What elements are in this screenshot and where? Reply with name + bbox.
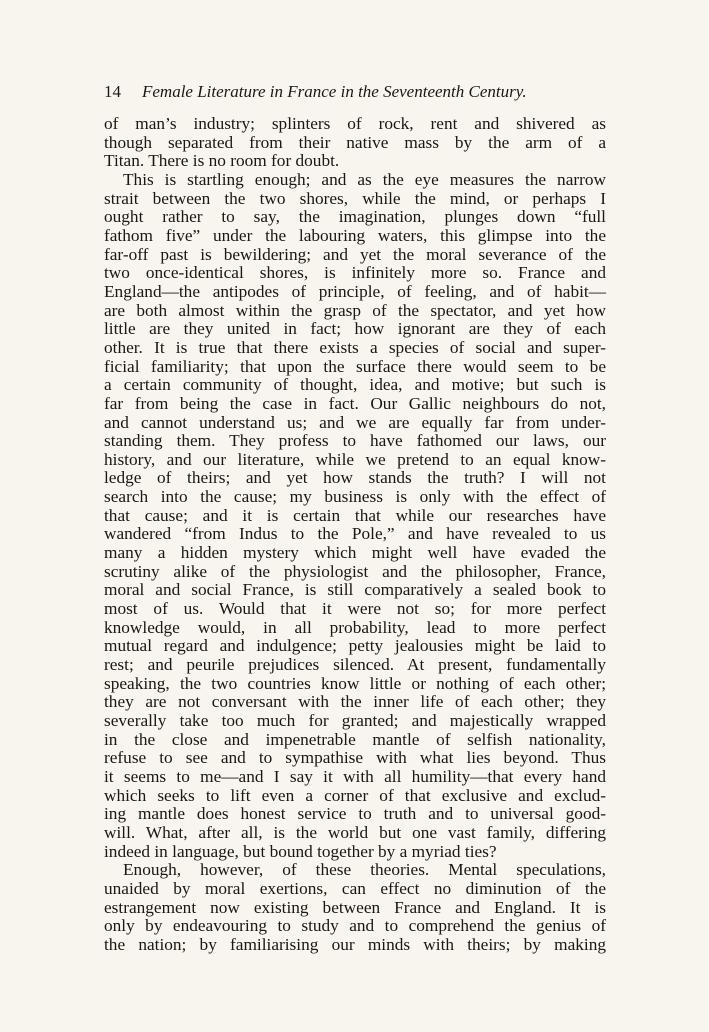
text-line: will. What, after all, is the world but one vast family, differing	[104, 822, 606, 842]
text-line: far from being the case in fact. Our Gallic neighbours do not,	[104, 393, 606, 413]
text-line: little are they united in fact; how ignorant are they of each	[104, 319, 606, 339]
text-line: in the close and impenetrable mantle of selfish nationality,	[104, 729, 606, 749]
text-line: history, and our literature, while we pretend to an equal know-	[104, 449, 606, 469]
text-line: the nation; by familiarising our minds with theirs; by making	[104, 934, 606, 954]
text-line: search into the cause; my business is only with the effect of	[104, 487, 606, 507]
text-line: they are not conversant with the inner life of each other; they	[104, 692, 606, 712]
text-line: only by endeavouring to study and to comprehend the genius of	[104, 916, 606, 936]
text-line: a certain community of thought, idea, and motive; but such is	[104, 375, 606, 395]
text-line: many a hidden mystery which might well have evaded the	[104, 543, 606, 563]
text-line: rest; and peurile prejudices silenced. At present, fundamentally	[104, 655, 606, 675]
text-line: indeed in language, but bound together by a myriad ties?	[104, 841, 497, 861]
text-line: England—the antipodes of principle, of feeling, and of habit—	[104, 281, 606, 301]
text-line: it seems to me—and I say it with all humility—that every hand	[104, 766, 606, 786]
text-line: wandered “from Indus to the Pole,” and have revealed to us	[104, 524, 606, 544]
text-line: unaided by moral exertions, can effect no diminution of the	[104, 878, 606, 898]
text-line: moral and social France, is still comparatively a sealed book to	[104, 580, 606, 600]
text-line: ficial familiarity; that upon the surface there would seem to be	[104, 356, 606, 376]
text-line: severally take too much for granted; and majestically wrapped	[104, 711, 606, 730]
text-line: standing them. They profess to have fathomed our laws, our	[104, 431, 606, 451]
text-line: far-off past is bewildering; and yet the moral severance of the	[104, 244, 606, 264]
text-line: knowledge would, in all probability, lead to more perfect	[104, 617, 606, 637]
text-line: of man’s industry; splinters of rock, rent and shivered as	[104, 114, 606, 133]
text-line: speaking, the two countries know little or nothing of each other;	[104, 673, 606, 693]
text-line: ought rather to say, the imagination, plunges down “full	[104, 207, 606, 227]
text-line: other. It is true that there exists a species of social and super-	[104, 337, 606, 357]
text-line: mutual regard and indulgence; petty jealousies might be laid to	[104, 636, 606, 656]
text-line: are both almost within the grasp of the spectator, and yet how	[104, 300, 606, 320]
text-line: and cannot understand us; and we are equally far from under-	[104, 412, 606, 432]
text-line: refuse to see and to sympathise with what lies beyond. Thus	[104, 748, 606, 768]
text-line: scrutiny alike of the physiologist and the philosopher, France,	[104, 561, 606, 581]
running-head	[104, 80, 606, 104]
text-line: ledge of theirs; and yet how stands the truth? I will not	[104, 468, 606, 488]
text-line: two once-identical shores, is infinitely more so. France and	[104, 263, 606, 283]
body-text	[104, 115, 606, 955]
text-line: though separated from their native mass by the arm of a	[104, 132, 606, 152]
text-line: Titan. There is no room for doubt.	[104, 151, 340, 171]
text-line: most of us. Would that it were not so; for more perfect	[104, 599, 606, 619]
text-line: ing mantle does honest service to truth and to universal good-	[104, 804, 606, 824]
paragraph-first-line: This is startling enough; and as the eye measures the narrow	[123, 169, 606, 189]
paragraph-first-line: Enough, however, of these theories. Mental speculations,	[123, 860, 606, 880]
text-line: that cause; and it is certain that while our researches have	[104, 505, 606, 525]
text-line: which seeks to lift even a corner of that exclusive and exclud-	[104, 785, 606, 805]
running-title: Female Literature in France in the Seventeenth Century.	[142, 82, 527, 101]
text-line: strait between the two shores, while the mind, or perhaps I	[104, 188, 606, 208]
page-number: 14	[104, 82, 121, 101]
text-line: fathom five” under the labouring waters, this glimpse into the	[104, 225, 606, 245]
text-line: estrangement now existing between France and England. It is	[104, 897, 606, 917]
